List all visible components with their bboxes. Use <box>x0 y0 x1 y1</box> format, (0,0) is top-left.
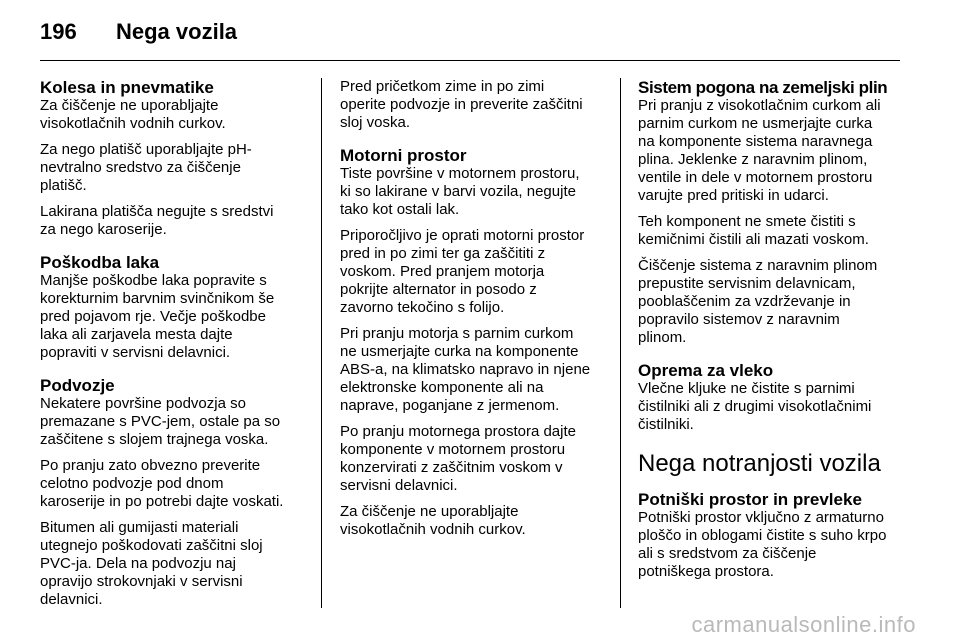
paragraph: Za čiščenje ne uporabljajte visokotlačnih vodnih curkov. <box>340 503 526 538</box>
column-divider <box>321 78 322 608</box>
paragraph: Tiste površine v motornem prostoru, ki so lakirane v barvi vozila, negujte tako kot ostali lak. <box>340 165 580 218</box>
paragraph: Pri pranju z visokotlačnim curkom ali parnim curkom ne usmerjajte curka na komponente sistema naravnega plina. Jeklenke z naravnim plinom, ventile in dele v motornem prostoru varujte pred pritiski in udarci. <box>638 97 881 204</box>
column-divider <box>620 78 621 608</box>
section-engine-compartment <box>340 146 608 539</box>
paragraph: Po pranju zato obvezno preverite celotno podvozje pod dnom karoserije in po potrebi dajte voskati. <box>40 457 284 510</box>
section-heading: Motorni prostor <box>340 146 467 165</box>
paragraph: Lakirana platišča negujte s sredstvi za nego karoserije. <box>40 203 274 238</box>
paragraph: Za nego platišč uporabljajte pH- nevtralno sredstvo za čiščenje platišč. <box>40 141 252 194</box>
column-2 <box>340 78 608 553</box>
paragraph: Za čiščenje ne uporabljajte visokotlačnih vodnih curkov. <box>40 97 226 132</box>
paragraph: Po pranju motornega prostora dajte komponente v motornem prostoru konzervirati z zaščitnim voskom v servisni delavnici. <box>340 423 576 494</box>
column-1 <box>40 78 308 623</box>
section-heading: Poškodba laka <box>40 253 160 272</box>
paragraph: Pred pričetkom zime in po zimi operite podvozje in preverite zaščitni sloj voska. <box>340 78 583 131</box>
page-title: Nega vozila <box>116 19 238 44</box>
section-heading: Sistem pogona na zemeljski plin <box>638 78 888 97</box>
section-heading: Kolesa in pnevmatike <box>40 78 214 97</box>
section-natural-gas-system <box>638 78 906 347</box>
section-heading: Oprema za vleko <box>638 361 774 380</box>
paragraph: Nekatere površine podvozja so premazane s PVC-jem, ostale pa so zaščitene s slojem trajnega voska. <box>40 395 281 448</box>
header-rule <box>40 60 900 61</box>
column-3 <box>638 78 906 595</box>
section-underbody <box>40 376 308 609</box>
paragraph: Bitumen ali gumijasti materiali utegnejo poškodovati zaščitni sloj PVC-ja. Dela na podvozju naj opravijo strokovnjaki v servisni delavnici. <box>40 519 263 608</box>
paragraph: Vlečne kljuke ne čistite s parnimi čistilniki ali z drugimi visokotlačnimi čistilniki. <box>638 380 872 433</box>
watermark: carmanualsonline.info <box>691 612 916 637</box>
paragraph: Manjše poškodbe laka popravite s korekturnim barvnim svinčnikom še pred pojavom rje. Večje poškodbe laka ali zarjavela mesta dajte popraviti v servisni delavnici. <box>40 272 275 361</box>
section-heading: Podvozje <box>40 376 115 395</box>
section-wheels-tyres <box>40 78 308 239</box>
section-paint-damage <box>40 253 308 362</box>
paragraph: Čiščenje sistema z naravnim plinom prepustite servisnim delavnicam, pooblaščenim za vzdrževanje in popravilo sistemov z naravnim plinom. <box>638 257 878 346</box>
section-towing-equipment <box>638 361 906 434</box>
paragraph: Potniški prostor vključno z armaturno ploščo in oblogami čistite s suho krpo ali s sredstvom za čiščenje potniškega prostora. <box>638 509 887 580</box>
section-passenger-compartment <box>638 490 906 581</box>
paragraph: Pri pranju motorja s parnim curkom ne usmerjajte curka na komponente ABS-a, na klimatsko napravo in njene elektronske komponente ali na naprave, poganjane z jermenom. <box>340 325 591 414</box>
chapter-title: Nega notranjosti vozila <box>638 450 881 477</box>
paragraph: Priporočljivo je oprati motorni prostor pred in po zimi ter ga zaščititi z voskom. Pred pranjem motorja pokrijte alternator in posodo z zavorno tekočino s folijo. <box>340 227 585 316</box>
section-heading: Potniški prostor in prevleke <box>638 490 862 509</box>
paragraph: Teh komponent ne smete čistiti s kemičnimi čistili ali mazati voskom. <box>638 213 869 248</box>
page-number: 196 <box>40 19 77 44</box>
